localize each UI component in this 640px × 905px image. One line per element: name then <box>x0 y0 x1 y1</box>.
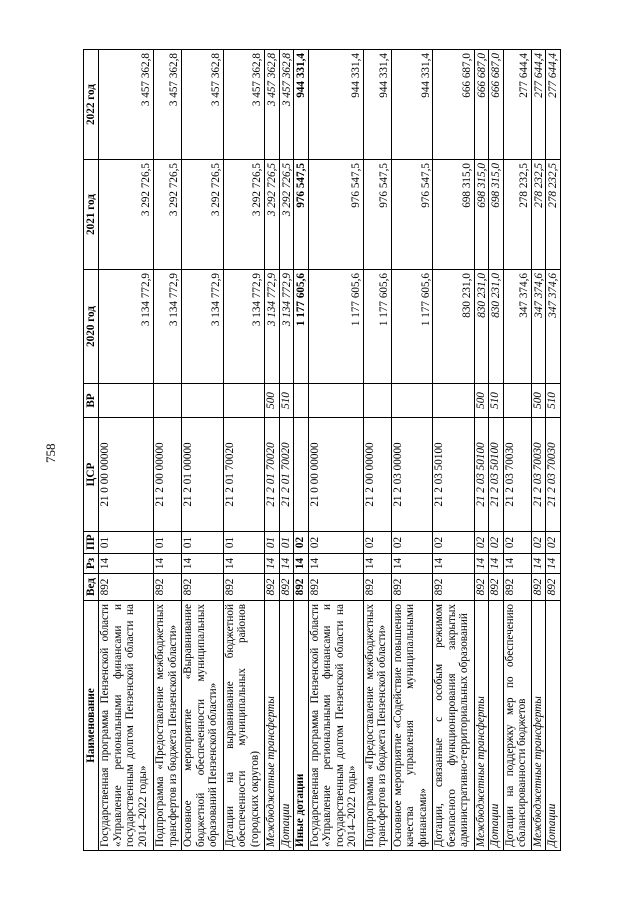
table-cell-name: Дотации <box>279 601 294 851</box>
table-cell-csr: 21 0 00 00000 <box>99 418 154 532</box>
table-cell-2021: 3 292 726,5 <box>153 160 181 270</box>
table-cell-pr: 01 <box>223 532 265 554</box>
table-cell-csr: 21 2 00 00000 <box>363 418 391 532</box>
table-row <box>182 50 224 851</box>
table-cell-rz: 14 <box>279 554 294 574</box>
table-cell-2021: 976 547,5 <box>294 160 309 270</box>
table-cell-2022: 3 457 362,8 <box>99 50 154 160</box>
table-cell-2021: 3 292 726,5 <box>182 160 224 270</box>
table-cell-ved: 892 <box>531 574 546 601</box>
table-row <box>223 50 265 851</box>
table-cell-pr: 02 <box>489 532 504 554</box>
table-cell-vr <box>391 384 433 418</box>
table-cell-2020: 1 177 605,6 <box>363 270 391 384</box>
table-cell-2021: 3 292 726,5 <box>265 160 280 270</box>
table-cell-csr: 21 2 00 00000 <box>153 418 181 532</box>
header-vr: ВР <box>84 384 99 418</box>
table-cell-2020: 830 231,0 <box>489 270 504 384</box>
table-cell-2021: 3 292 726,5 <box>279 160 294 270</box>
table-cell-2022: 944 331,4 <box>308 50 363 160</box>
table-cell-2020: 3 134 772,9 <box>223 270 265 384</box>
table-cell-rz: 14 <box>391 554 433 574</box>
table-cell-vr <box>153 384 181 418</box>
table-cell-name: Подпрограмма «Предоставление межбюджетных трансфертов из бюджета Пензенской области» <box>363 601 391 851</box>
table-cell-2020: 3 134 772,9 <box>153 270 181 384</box>
table-cell-csr: 21 2 01 70020 <box>265 418 280 532</box>
table-cell-2021: 3 292 726,5 <box>223 160 265 270</box>
table-cell-ved: 892 <box>474 574 489 601</box>
table-cell-vr: 500 <box>265 384 280 418</box>
table-cell-2020: 1 177 605,6 <box>308 270 363 384</box>
table-cell-rz: 14 <box>503 554 531 574</box>
table-cell-rz: 14 <box>265 554 280 574</box>
table-cell-name: Иные дотации <box>294 601 309 851</box>
table-cell-pr: 01 <box>153 532 181 554</box>
header-2020: 2020 год <box>84 270 99 384</box>
table-cell-2020: 347 374,6 <box>546 270 561 384</box>
table-cell-rz: 14 <box>546 554 561 574</box>
table-cell-name: Основное мероприятие «Содействие повышению качества управления муниципальными финансами» <box>391 601 433 851</box>
table-cell-ved: 892 <box>433 574 475 601</box>
table-cell-ved: 892 <box>279 574 294 601</box>
table-cell-vr <box>182 384 224 418</box>
table-row <box>433 50 475 851</box>
table-cell-2020: 3 134 772,9 <box>99 270 154 384</box>
table-cell-csr: 21 2 03 50100 <box>489 418 504 532</box>
table-cell-2021: 278 232,5 <box>531 160 546 270</box>
table-cell-vr: 500 <box>531 384 546 418</box>
table-cell-name: Дотации <box>546 601 561 851</box>
table-cell-2022: 3 457 362,8 <box>265 50 280 160</box>
table-cell-pr: 02 <box>503 532 531 554</box>
table-cell-pr: 02 <box>294 532 309 554</box>
table-cell-2020: 1 177 605,6 <box>391 270 433 384</box>
table-cell-ved: 892 <box>153 574 181 601</box>
table-cell-rz: 14 <box>531 554 546 574</box>
table-cell-ved: 892 <box>489 574 504 601</box>
table-cell-2021: 976 547,5 <box>363 160 391 270</box>
table-cell-vr <box>433 384 475 418</box>
table-cell-ved: 892 <box>265 574 280 601</box>
table-cell-pr: 02 <box>391 532 433 554</box>
table-cell-2021: 3 292 726,5 <box>99 160 154 270</box>
table-cell-rz: 14 <box>308 554 363 574</box>
table-cell-2022: 666 687,0 <box>489 50 504 160</box>
header-name: Наименование <box>84 601 99 851</box>
table-cell-ved: 892 <box>503 574 531 601</box>
table-cell-vr <box>294 384 309 418</box>
table-cell-ved: 892 <box>546 574 561 601</box>
table-cell-vr: 500 <box>474 384 489 418</box>
table-cell-name: Дотации на выравнивание бюджетной обеспеченности муниципальных районов (городских округов) <box>223 601 265 851</box>
table-cell-2022: 3 457 362,8 <box>182 50 224 160</box>
table-cell-vr <box>363 384 391 418</box>
table-cell-ved: 892 <box>308 574 363 601</box>
header-ved: Вед <box>84 574 99 601</box>
table-row <box>279 50 294 851</box>
table-row <box>503 50 531 851</box>
table-cell-name: Государственная программа Пензенской области «Управление региональными финансами и государственным долгом Пензенской области на 2014–2022 годы» <box>308 601 363 851</box>
table-cell-csr: 21 2 03 70030 <box>546 418 561 532</box>
table-row <box>308 50 363 851</box>
table-cell-2021: 278 232,5 <box>503 160 531 270</box>
table-cell-2021: 698 315,0 <box>474 160 489 270</box>
table-cell-csr: 21 2 03 00000 <box>391 418 433 532</box>
table-row <box>265 50 280 851</box>
table-cell-csr: 21 0 00 00000 <box>308 418 363 532</box>
table-cell-2020: 3 134 772,9 <box>279 270 294 384</box>
table-cell-rz: 14 <box>294 554 309 574</box>
table-cell-2020: 830 231,0 <box>433 270 475 384</box>
header-csr: ЦСР <box>84 418 99 532</box>
table-cell-name: Дотации, связанные с особым режимом безопасного функционирования закрытых административно-территориальных образований <box>433 601 475 851</box>
table-row <box>489 50 504 851</box>
table-cell-pr: 02 <box>474 532 489 554</box>
table-cell-csr: 21 2 01 70020 <box>279 418 294 532</box>
table-cell-vr: 510 <box>279 384 294 418</box>
table-cell-ved: 892 <box>99 574 154 601</box>
table-cell-name: Межбюджетные трансферты <box>531 601 546 851</box>
table-row <box>363 50 391 851</box>
table-cell-2022: 944 331,4 <box>391 50 433 160</box>
table-cell-rz: 14 <box>433 554 475 574</box>
table-cell-csr: 21 2 03 50100 <box>433 418 475 532</box>
header-rz: Рз <box>84 554 99 574</box>
table-cell-vr: 510 <box>546 384 561 418</box>
table-cell-csr: 21 2 03 70030 <box>503 418 531 532</box>
table-cell-csr: 21 2 03 70030 <box>531 418 546 532</box>
table-cell-2022: 944 331,4 <box>294 50 309 160</box>
table-cell-2022: 666 687,0 <box>474 50 489 160</box>
table-row <box>294 50 309 851</box>
table-cell-csr: 21 2 01 00000 <box>182 418 224 532</box>
table-cell-pr: 02 <box>363 532 391 554</box>
table-cell-2021: 698 315,0 <box>433 160 475 270</box>
table-cell-2020: 3 134 772,9 <box>182 270 224 384</box>
page-number: 758 <box>43 443 58 463</box>
budget-table-container <box>83 50 561 851</box>
table-cell-pr: 01 <box>265 532 280 554</box>
table-cell-rz: 14 <box>182 554 224 574</box>
table-cell-vr <box>223 384 265 418</box>
table-cell-2020: 830 231,0 <box>474 270 489 384</box>
table-cell-2022: 666 687,0 <box>433 50 475 160</box>
table-cell-pr: 02 <box>531 532 546 554</box>
table-cell-ved: 892 <box>182 574 224 601</box>
table-cell-name: Дотации <box>489 601 504 851</box>
table-cell-ved: 892 <box>294 574 309 601</box>
table-cell-pr: 02 <box>546 532 561 554</box>
table-row <box>153 50 181 851</box>
table-cell-vr: 510 <box>489 384 504 418</box>
table-cell-2022: 3 457 362,8 <box>279 50 294 160</box>
table-cell-ved: 892 <box>391 574 433 601</box>
table-cell-csr: 21 2 03 50100 <box>474 418 489 532</box>
table-row <box>391 50 433 851</box>
table-cell-name: Государственная программа Пензенской области «Управление региональными финансами и государственным долгом Пензенской области на 2014–2022 годы» <box>99 601 154 851</box>
table-cell-csr: 21 2 01 70020 <box>223 418 265 532</box>
table-cell-2021: 698 315,0 <box>489 160 504 270</box>
table-cell-name: Межбюджетные трансферты <box>474 601 489 851</box>
table-row <box>546 50 561 851</box>
header-2022: 2022 год <box>84 50 99 160</box>
table-cell-name: Дотации на поддержку мер по обеспечению сбалансированности бюджетов <box>503 601 531 851</box>
table-cell-ved: 892 <box>363 574 391 601</box>
table-row <box>531 50 546 851</box>
table-cell-rz: 14 <box>153 554 181 574</box>
table-cell-pr: 01 <box>279 532 294 554</box>
table-cell-2022: 277 644,4 <box>546 50 561 160</box>
table-cell-pr: 02 <box>433 532 475 554</box>
table-cell-2021: 976 547,5 <box>308 160 363 270</box>
table-cell-csr <box>294 418 309 532</box>
table-cell-2022: 944 331,4 <box>363 50 391 160</box>
table-body <box>99 50 561 851</box>
table-row <box>474 50 489 851</box>
table-cell-2022: 277 644,4 <box>503 50 531 160</box>
table-cell-rz: 14 <box>223 554 265 574</box>
header-row <box>84 50 99 851</box>
budget-table <box>83 49 561 851</box>
table-cell-pr: 02 <box>308 532 363 554</box>
table-cell-vr <box>503 384 531 418</box>
table-cell-rz: 14 <box>99 554 154 574</box>
table-cell-name: Основное мероприятие «Выравнивание бюджетной обеспеченности муниципальных образований Пензенской области» <box>182 601 224 851</box>
table-cell-2021: 278 232,5 <box>546 160 561 270</box>
table-cell-2020: 347 374,6 <box>503 270 531 384</box>
table-cell-2020: 347 374,6 <box>531 270 546 384</box>
table-cell-vr <box>308 384 363 418</box>
table-row <box>99 50 154 851</box>
table-cell-2022: 3 457 362,8 <box>153 50 181 160</box>
table-cell-2022: 277 644,4 <box>531 50 546 160</box>
table-cell-rz: 14 <box>489 554 504 574</box>
table-cell-pr: 01 <box>99 532 154 554</box>
table-cell-ved: 892 <box>223 574 265 601</box>
table-cell-2021: 976 547,5 <box>391 160 433 270</box>
table-cell-2020: 3 134 772,9 <box>265 270 280 384</box>
table-cell-pr: 01 <box>182 532 224 554</box>
table-cell-2022: 3 457 362,8 <box>223 50 265 160</box>
table-cell-rz: 14 <box>474 554 489 574</box>
table-cell-rz: 14 <box>363 554 391 574</box>
header-pr: ПР <box>84 532 99 554</box>
header-2021: 2021 год <box>84 160 99 270</box>
table-cell-name: Межбюджетные трансферты <box>265 601 280 851</box>
table-cell-2020: 1 177 605,6 <box>294 270 309 384</box>
table-cell-name: Подпрограмма «Предоставление межбюджетных трансфертов из бюджета Пензенской области» <box>153 601 181 851</box>
table-cell-vr <box>99 384 154 418</box>
